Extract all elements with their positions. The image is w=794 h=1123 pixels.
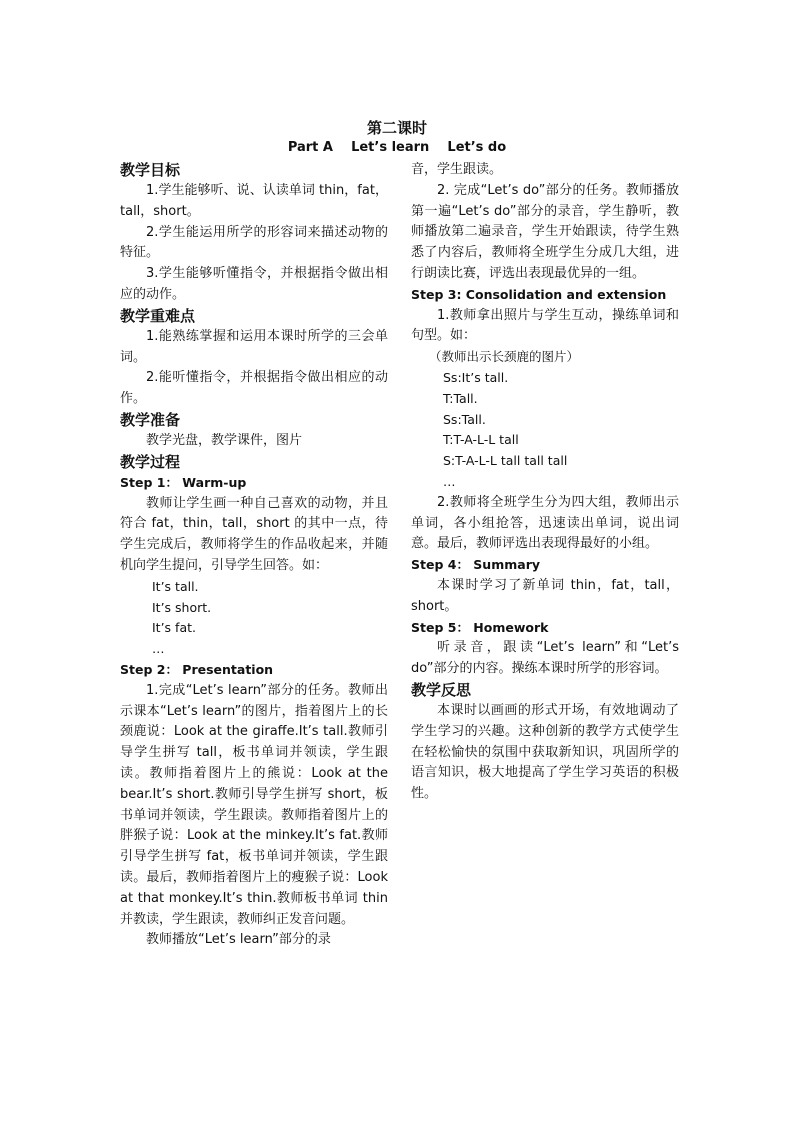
step-5-heading: Step 5： Homework [411,619,549,635]
step-4-heading: Step 4： Summary [411,557,541,573]
dialogue-line: S:T-A-L-L tall tall tall [443,453,568,469]
step-3-heading: Step 3: Consolidation and extension [411,286,667,302]
objective-2: 2.学生能运用所学的形容词来描述动物的特征。 [120,224,388,261]
step-1-heading: Step 1： Warm-up [120,474,247,490]
heading-preparation: 教学准备 [120,410,181,429]
preparation-text: 教学光盘，教学课件，图片 [146,432,303,448]
step-2-text-continued: 教师播放“Let’s learn”部分的录 [146,932,331,948]
instruction-note: （教师出示长颈鹿的图片） [429,349,580,365]
example-line: … [152,641,165,657]
dialogue-line: T:T-A-L-L tall [443,432,519,448]
keypoint-2: 2.能听懂指令，并根据指令做出相应的动作。 [120,370,388,407]
step-3-text-2: 2.教师将全班学生分为四大组，教师出示单词，各小组抢答，迅速读出单词，说出词意。最后，教师评选出表现得最好的小组。 [411,494,679,552]
heading-reflection: 教学反思 [411,680,472,699]
lesson-title: 第二课时 [366,119,427,137]
step-2-text: 1.完成“Let’s learn”部分的任务。教师出示课本“Let’s learn”的图片，指着图片上的长颈鹿说：Look at the giraffe.It’s tall.教师引导学生拼写 tall，板书单词并领读，学生跟读。教师指着图片上的熊说：Look at the bear.It’s short.教师引导学生拼写 short，板书单词并领读，学生跟读。教师指着图片上的胖猴子说：Look at the minkey.It’s fat.教师引导学生拼写 fat，板书单词并领读，学生跟读。最后，教师指着图片上的瘦猴子说：Look at that monkey.It’s thin.教师板书单词 thin 并教读，学生跟读，教师纠正发音问题。 [120,682,388,927]
dialogue-line: Ss:It’s tall. [443,369,509,385]
keypoint-1: 1.能熟练掌握和运用本课时所学的三会单词。 [120,328,388,365]
dialogue-line: … [443,473,456,489]
objective-1: 1.学生能够听、说、认读单词 thin，fat，tall，short。 [120,183,388,219]
step-4-text: 本课时学习了新单词 thin，fat，tall，short。 [411,577,679,614]
right-column [411,160,679,805]
lesson-subtitle: Part A Let’s learn Let’s do [287,140,507,155]
step-1-text: 教师让学生画一种自己喜欢的动物，并且符合 fat，thin，tall，short 的其中一点，待学生完成后，教师将学生的作品收起来，并随机向学生提问，引导学生回答。如： [120,495,388,573]
left-column [120,160,388,951]
example-line: It’s tall. [152,578,199,594]
heading-objectives: 教学目标 [120,161,181,179]
reflection-text: 本课时以画画的形式开场，有效地调动了学生学习的兴趣。这种创新的教学方式使学生在轻松愉快的氛围中获取新知识，巩固所学的语言知识，极大地提高了学生学习英语的积极性。 [411,702,679,802]
step-2-heading: Step 2： Presentation [120,661,274,677]
task-2-text: 2. 完成“Let’s do”部分的任务。教师播放第一遍“Let’s do”部分的录音，学生静听，教师播放第二遍录音，学生开始跟读，待学生熟悉了内容后，教师将全班学生分成几大组，进行朗读比赛，评选出表现最优异的一组。 [411,182,679,281]
heading-keypoints: 教学重难点 [120,306,196,325]
dialogue-line: T:Tall. [443,390,478,406]
heading-process: 教学过程 [120,452,181,471]
step-3-text: 1.教师拿出照片与学生互动，操练单词和句型。如： [411,307,679,344]
dialogue-line: Ss:Tall. [443,411,486,427]
step-5-text: 听录音，跟读“Let’s learn”和“Let’s do”部分的内容。操练本课时所学的形容词。 [411,640,679,677]
continued-text: 音，学生跟读。 [411,162,503,177]
example-line: It’s fat. [152,620,196,636]
example-line: It’s short. [152,599,212,615]
objective-3: 3.学生能够听懂指令，并根据指令做出相应的动作。 [120,266,388,302]
